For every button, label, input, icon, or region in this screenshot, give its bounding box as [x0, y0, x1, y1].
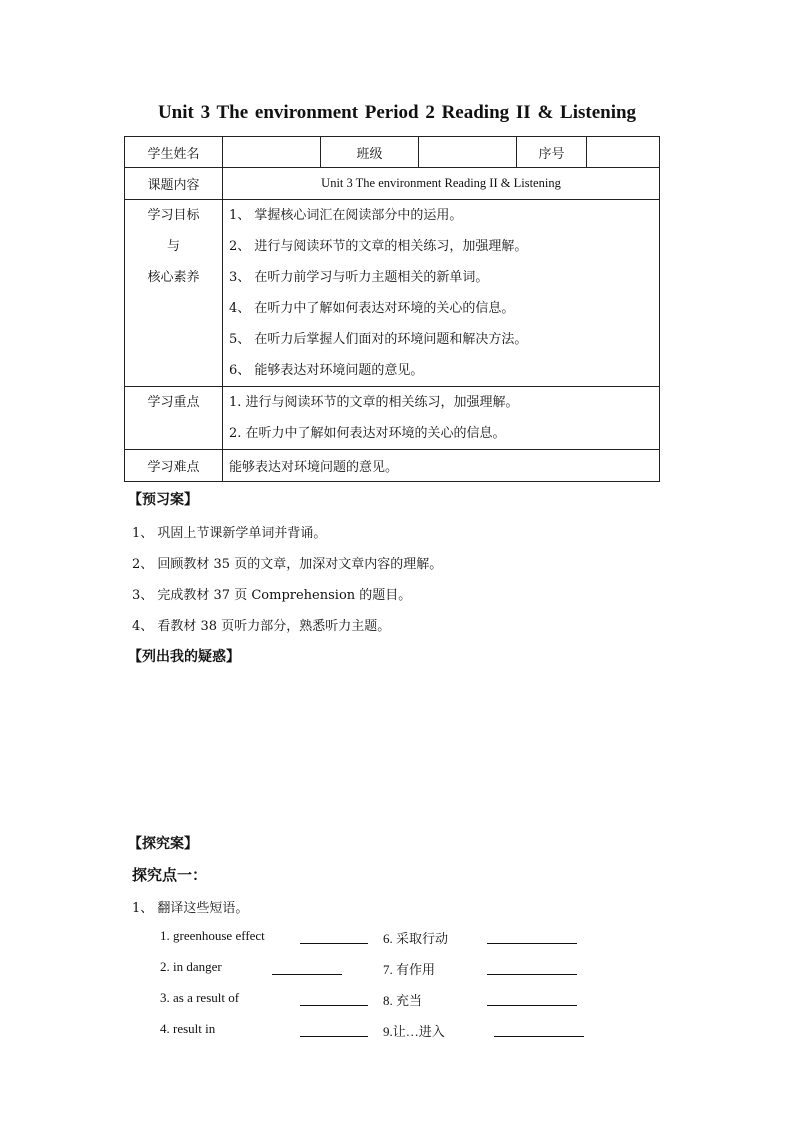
answer-blank[interactable] — [494, 1036, 584, 1037]
info-table — [124, 136, 660, 482]
answer-blank[interactable] — [487, 943, 577, 944]
list-item: 4、 在听力中了解如何表达对环境的关心的信息。 — [229, 301, 515, 316]
list-item: 1、 巩固上节课新学单词并背诵。 — [132, 526, 327, 541]
key-points-label: 学习重点 — [125, 387, 223, 450]
goals-label-line: 与 — [166, 239, 180, 254]
difficulty-value: 能够表达对环境问题的意见。 — [223, 450, 660, 482]
list-item: 3、 完成教材 37 页 Comprehension 的题目。 — [132, 588, 412, 603]
answer-blank[interactable] — [300, 1036, 368, 1037]
class-field[interactable] — [419, 137, 517, 168]
doubts-heading: 【列出我的疑惑】 — [128, 649, 240, 665]
table-row — [125, 168, 660, 200]
difficulty-label: 学习难点 — [125, 450, 223, 482]
list-item: 2. 在听力中了解如何表达对环境的关心的信息。 — [229, 426, 506, 441]
list-item: 5、 在听力后掌握人们面对的环境问题和解决方法。 — [229, 332, 528, 347]
student-name-label: 学生姓名 — [125, 137, 223, 168]
list-item: 4、 看教材 38 页听力部分，熟悉听力主题。 — [132, 619, 391, 634]
phrase-item: 4. result in — [160, 1021, 216, 1036]
phrase-item: 7. 有作用 — [383, 962, 436, 977]
table-row — [125, 137, 660, 168]
answer-blank[interactable] — [300, 943, 368, 944]
phrase-item: 6. 采取行动 — [383, 931, 449, 946]
topic-value: Unit 3 The environment Reading II & Listening — [223, 168, 660, 200]
phrase-item: 8. 充当 — [383, 993, 423, 1008]
student-name-field[interactable] — [223, 137, 321, 168]
phrase-item: 2. in danger — [160, 959, 222, 974]
list-item: 1、 掌握核心词汇在阅读部分中的运用。 — [229, 208, 463, 223]
goals-label-line: 核心素养 — [147, 270, 200, 285]
answer-blank[interactable] — [300, 1005, 368, 1006]
list-item: 1. 进行与阅读环节的文章的相关练习，加强理解。 — [229, 395, 519, 410]
list-item: 2、 进行与阅读环节的文章的相关练习，加强理解。 — [229, 239, 528, 254]
answer-blank[interactable] — [487, 1005, 577, 1006]
table-row — [125, 450, 660, 482]
class-label: 班级 — [321, 137, 419, 168]
explore-heading: 【探究案】 — [128, 836, 198, 852]
goals-label — [125, 200, 223, 387]
list-item: 2、 回顾教材 35 页的文章，加深对文章内容的理解。 — [132, 557, 443, 572]
topic-label: 课题内容 — [125, 168, 223, 200]
explore-point-title: 探究点一： — [132, 866, 208, 884]
goals-list — [223, 200, 660, 387]
page-title: Unit 3 The environment Period 2 Reading II & Listening — [157, 102, 637, 123]
phrase-item: 3. as a result of — [160, 990, 240, 1005]
list-item: 6、 能够表达对环境问题的意见。 — [229, 363, 424, 378]
table-row — [125, 200, 660, 387]
number-label: 序号 — [517, 137, 587, 168]
number-field[interactable] — [587, 137, 660, 168]
answer-blank[interactable] — [272, 974, 342, 975]
task-instruction: 1、 翻译这些短语。 — [132, 901, 249, 916]
phrase-item: 1. greenhouse effect — [160, 928, 265, 943]
goals-label-line: 学习目标 — [147, 208, 200, 223]
key-points-list — [223, 387, 660, 450]
list-item: 3、 在听力前学习与听力主题相关的新单词。 — [229, 270, 489, 285]
phrase-item: 9.让…进入 — [383, 1024, 445, 1039]
answer-blank[interactable] — [487, 974, 577, 975]
preview-heading: 【预习案】 — [128, 492, 198, 508]
table-row — [125, 387, 660, 450]
